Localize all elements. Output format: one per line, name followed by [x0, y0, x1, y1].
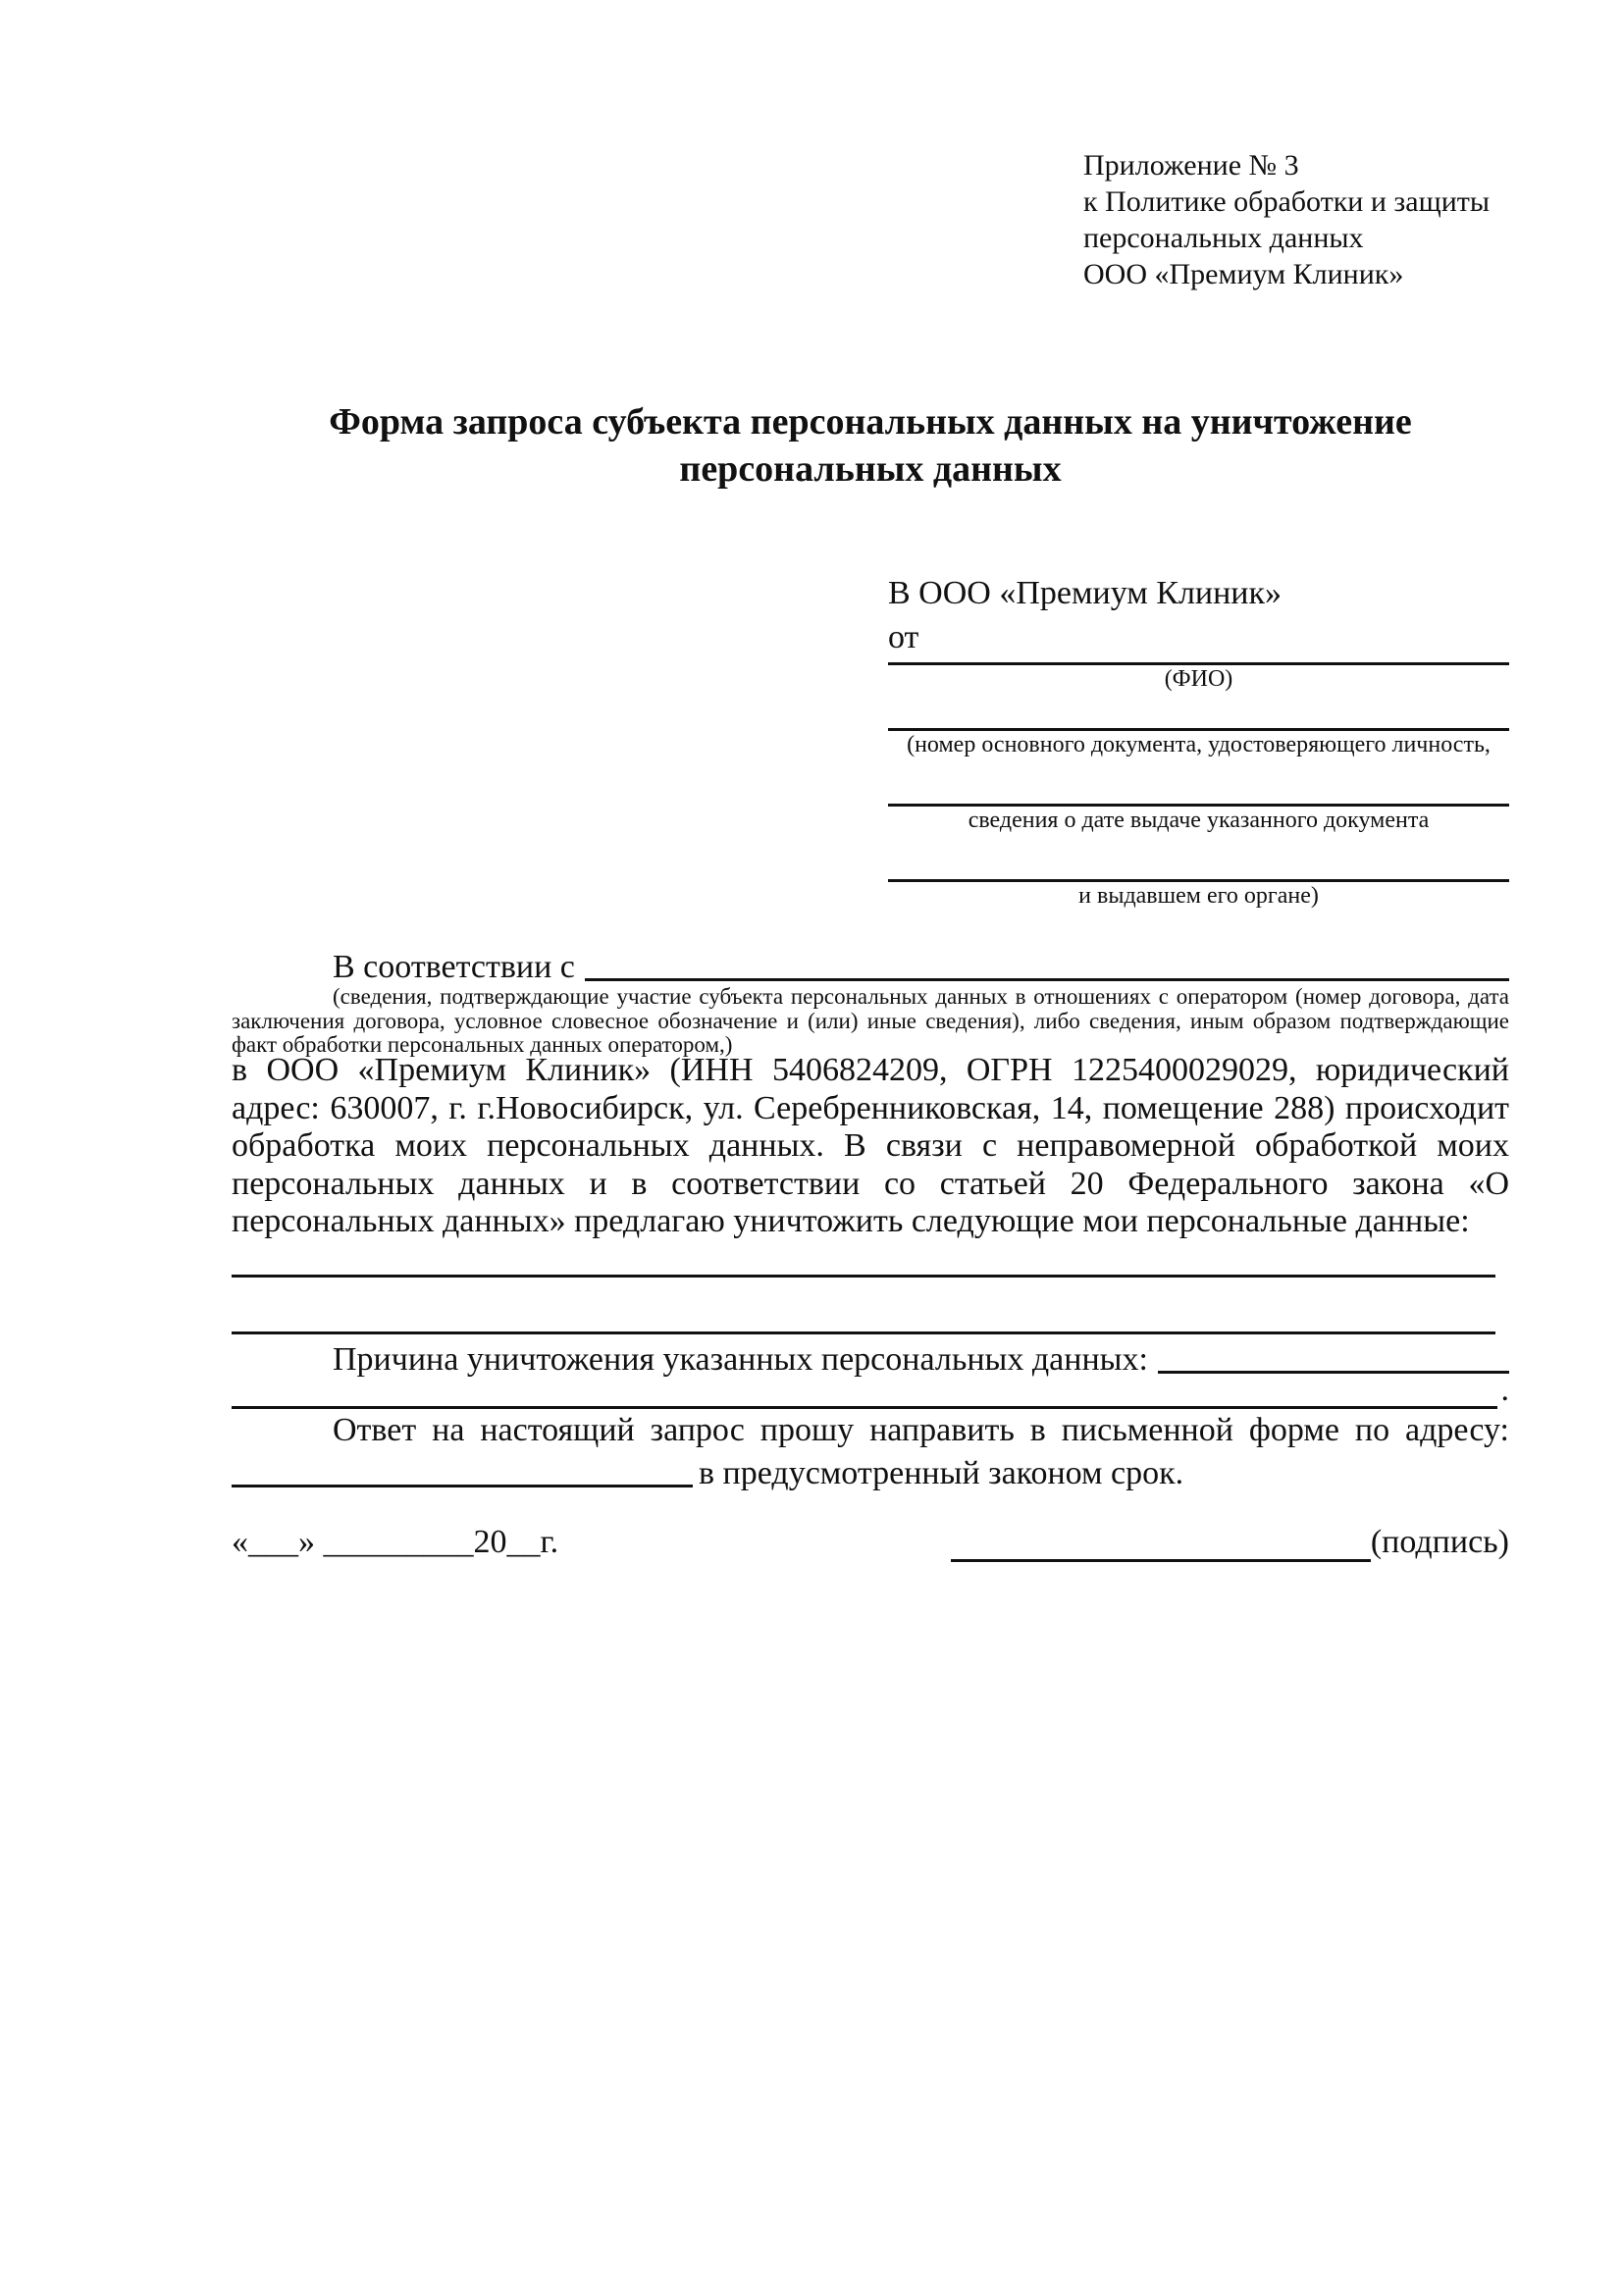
accordance-fill-line	[585, 948, 1509, 981]
reply-address-row	[232, 1454, 1509, 1493]
reason-fill-line	[1158, 1340, 1509, 1374]
issue-date-label: сведения о дате выдаче указанного документа	[968, 808, 1430, 833]
accordance-row	[232, 948, 1509, 987]
data-fill-line-2	[232, 1331, 1495, 1334]
appendix-line-1: Приложение № 3	[1083, 149, 1299, 182]
appendix-line-4: ООО «Премиум Клиник»	[1083, 258, 1404, 290]
appendix-line-3: персональных данных	[1083, 222, 1364, 254]
addressee-from: от	[888, 619, 919, 655]
fio-label: (ФИО)	[1164, 666, 1233, 692]
signature-fill-line	[951, 1528, 1371, 1562]
addressee-block	[888, 571, 1509, 910]
fineprint-note: (сведения, подтверждающие участие субъекта персональных данных в отношениях с оператором (номер договора, дата заключения договора, условное словесное обозначение и (или) иные сведения), либо сведения, иным образом подтверждающие факт обработки персональных данных оператором,)	[232, 984, 1509, 1057]
date-signature-row	[232, 1523, 1509, 1562]
legal-term-text: в предусмотренный законом срок.	[699, 1455, 1184, 1491]
data-fill-line-1	[232, 1275, 1495, 1278]
appendix-note	[1083, 147, 1544, 292]
addressee-to: В ООО «Премиум Клиник»	[888, 575, 1283, 611]
signature-label: (подпись)	[1370, 1524, 1509, 1560]
appendix-line-2: к Политике обработки и защиты	[1083, 185, 1491, 218]
reply-request-paragraph: Ответ на настоящий запрос прошу направить в письменной форме по адресу:	[333, 1412, 1509, 1448]
main-paragraph: в ООО «Премиум Клиник» (ИНН 5406824209, ОГРН 1225400029029, юридический адрес: 630007, г. г.Новосибирск, ул. Серебренниковская, 14, помещение 288) происходит обработка моих персональных данных. В связи с неправомерной обработкой моих персональных данных и в соответствии со статьей 20 Федерального закона «О персональных данных» предлагаю уничтожить следующие мои персональные данные:	[232, 1052, 1509, 1239]
period-mark: .	[1500, 1372, 1509, 1408]
issuing-authority-label: и выдавшем его органе)	[1078, 883, 1319, 909]
reason-fill-line-2	[232, 1377, 1497, 1409]
address-fill-line	[232, 1454, 693, 1487]
document-number-label: (номер основного документа, удостоверяющего личность,	[907, 732, 1491, 757]
reason-lead: Причина уничтожения указанных персональных данных:	[333, 1341, 1148, 1378]
date-fill-line: «___» _________20__г.	[232, 1524, 559, 1560]
document-title: Форма запроса субъекта персональных данных на уничтожение персональных данных	[329, 401, 1412, 490]
reason-continuation-row	[232, 1372, 1509, 1409]
accordance-lead: В соответствии с	[333, 949, 575, 985]
